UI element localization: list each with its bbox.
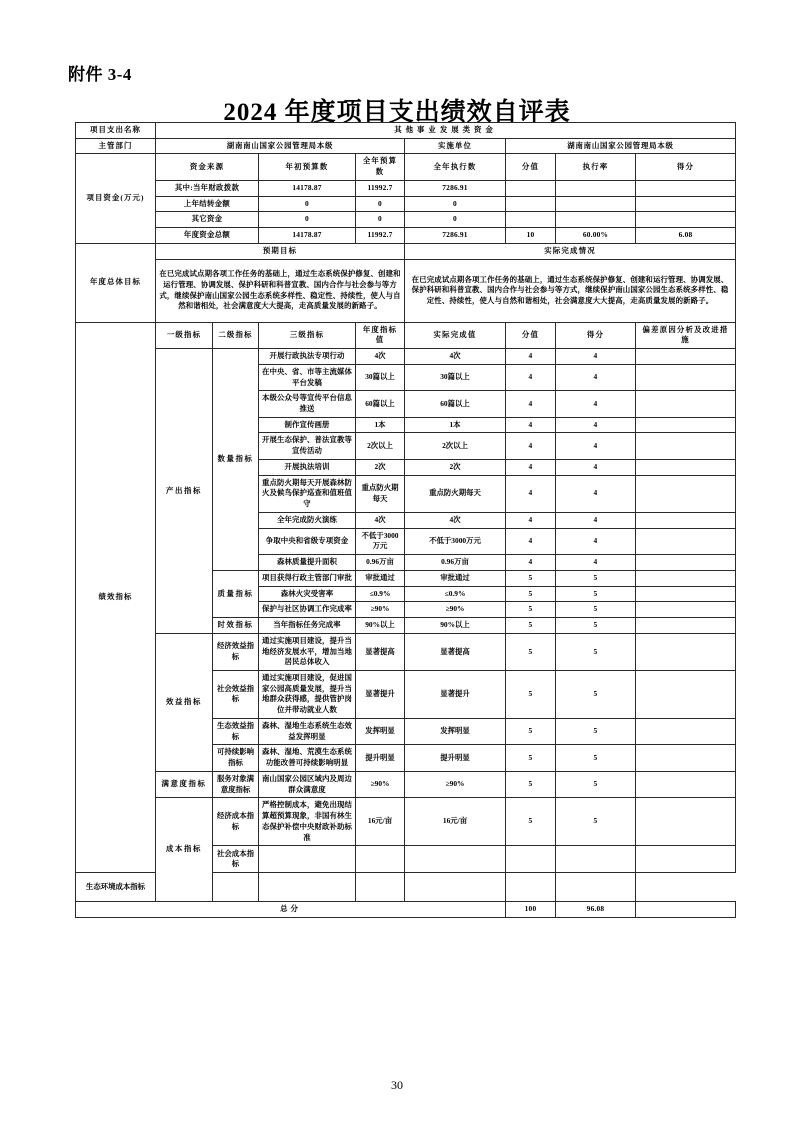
funds-score: 6.08 — [636, 228, 736, 244]
funds-score — [636, 212, 736, 228]
indicator-deviation — [636, 417, 736, 433]
indicator-score — [506, 873, 556, 902]
indicator-score: 4 — [556, 391, 636, 417]
indicator-target: 60篇以上 — [356, 391, 405, 417]
project-name-value: 其他事业发展类资金 — [156, 123, 736, 139]
page-number: 30 — [391, 1078, 403, 1092]
table-row-funds-0 — [76, 180, 736, 196]
funds-col-exec-rate: 执行率 — [556, 154, 636, 180]
indicator-value: 5 — [506, 602, 556, 618]
funds-score-value — [506, 196, 556, 212]
indicator-score: 4 — [556, 364, 636, 390]
indicator-value: 4 — [506, 391, 556, 417]
total-deviation — [636, 902, 736, 918]
indicator-value — [506, 846, 556, 873]
funds-col-begin-budget: 年初预算数 — [259, 154, 356, 180]
indicator-value: 5 — [506, 570, 556, 586]
indicator-score: 5 — [556, 771, 636, 797]
level1-output: 产出指标 — [156, 349, 213, 634]
indicator-score: 4 — [556, 475, 636, 512]
funds-year-budget: 0 — [356, 212, 405, 228]
annual-goal-label: 年度总体目标 — [76, 243, 156, 322]
indicator-value: 5 — [506, 633, 556, 670]
indicator-target: 提升明显 — [356, 745, 405, 771]
funds-begin-budget: 14178.87 — [259, 228, 356, 244]
indicator-name: 通过实施项目建设，促进国家公园高质量发展，提升当地群众获得感，提供管护岗位并带动就业人数 — [259, 670, 356, 718]
indicator-actual: 60篇以上 — [405, 391, 506, 417]
indicator-deviation — [636, 745, 736, 771]
indicator-score: 5 — [556, 798, 636, 846]
col-value: 分值 — [506, 322, 556, 348]
funds-begin-budget: 0 — [259, 196, 356, 212]
total-value: 100 — [506, 902, 556, 918]
indicator-name: 森林质量提升面积 — [259, 555, 356, 571]
project-name-label: 项目支出名称 — [76, 123, 156, 139]
table-row-goal-header — [76, 243, 736, 259]
indicator-name: 森林火灾受害率 — [259, 586, 356, 602]
total-label: 总分 — [76, 902, 506, 918]
level1-cost: 成本指标 — [156, 798, 213, 902]
funds-row-label: 项目资金(万元) — [76, 154, 156, 243]
indicators-section-label: 绩效指标 — [76, 322, 156, 873]
funds-year-budget: 11992.7 — [356, 228, 405, 244]
indicator-value: 4 — [506, 512, 556, 528]
funds-exec-rate — [556, 180, 636, 196]
indicator-actual: ≤0.9% — [405, 586, 506, 602]
indicator-score: 4 — [556, 459, 636, 475]
expected-goal-header: 预期目标 — [156, 243, 405, 259]
funds-score — [636, 196, 736, 212]
col-level1: 一级指标 — [156, 322, 213, 348]
unit-label: 实施单位 — [405, 138, 506, 154]
indicator-value: 5 — [506, 586, 556, 602]
level2-social-cost: 社会成本指标 — [213, 846, 259, 873]
indicator-target — [259, 873, 356, 902]
funds-score-value: 10 — [506, 228, 556, 244]
indicator-name: 森林、湿地、荒漠生态系统功能改善可持续影响明显 — [259, 745, 356, 771]
indicator-deviation — [636, 433, 736, 459]
funds-year-budget: 11992.7 — [356, 180, 405, 196]
performance-evaluation-table — [75, 122, 736, 918]
indicator-target: 审批通过 — [356, 570, 405, 586]
indicator-value: 4 — [506, 433, 556, 459]
funds-executed: 0 — [405, 212, 506, 228]
indicator-name: 通过实施项目建设，提升当地经济发展水平，增加当地居民总体收入 — [259, 633, 356, 670]
indicator-target: 90%以上 — [356, 618, 405, 634]
level2-ecological-benefit: 生态效益指标 — [213, 718, 259, 744]
indicator-score: 5 — [556, 633, 636, 670]
indicator-name: 在中央、省、市等主流媒体平台发稿 — [259, 364, 356, 390]
indicator-name: 项目获得行政主管部门审批 — [259, 570, 356, 586]
indicator-deviation — [636, 570, 736, 586]
table-row-project-name — [76, 123, 736, 139]
table-row-funds-2 — [76, 212, 736, 228]
indicator-actual: 显著提升 — [405, 670, 506, 718]
funds-executed: 7286.91 — [405, 228, 506, 244]
indicator-deviation — [636, 618, 736, 634]
unit-value: 湖南南山国家公园管理局本级 — [506, 138, 736, 154]
indicator-value — [405, 873, 506, 902]
table-row-satisfaction-0 — [76, 771, 736, 797]
indicator-value: 5 — [506, 745, 556, 771]
indicator-target: 1本 — [356, 417, 405, 433]
indicator-actual: ≥90% — [405, 602, 506, 618]
funds-col-executed: 全年执行数 — [405, 154, 506, 180]
indicator-name: 重点防火期每天开展森林防火及候鸟保护巡查和值班值守 — [259, 475, 356, 512]
indicator-actual: 发挥明显 — [405, 718, 506, 744]
funds-col-score: 得分 — [636, 154, 736, 180]
indicator-actual: 显著提高 — [405, 633, 506, 670]
indicator-score — [556, 846, 636, 873]
indicator-score: 5 — [556, 602, 636, 618]
indicator-value: 4 — [506, 528, 556, 554]
indicator-target: 显著提升 — [356, 670, 405, 718]
indicator-name: 严格控制成本，避免出现结算超预算现象，非国有林生态保护补偿中央财政补助标准 — [259, 798, 356, 846]
funds-exec-rate — [556, 196, 636, 212]
table-row-indicator-header — [76, 322, 736, 348]
level2-economic-cost: 经济成本指标 — [213, 798, 259, 846]
indicator-target: 2次 — [356, 459, 405, 475]
indicator-target: 重点防火期每天 — [356, 475, 405, 512]
indicator-target: ≥90% — [356, 602, 405, 618]
indicator-name: 开展生态保护、普法宣教等宣传活动 — [259, 433, 356, 459]
total-score: 96.08 — [556, 902, 636, 918]
col-target: 年度指标值 — [356, 322, 405, 348]
funds-begin-budget: 0 — [259, 212, 356, 228]
indicator-score: 5 — [556, 570, 636, 586]
indicator-deviation — [636, 586, 736, 602]
indicator-actual: ≥90% — [405, 771, 506, 797]
indicator-value: 5 — [506, 670, 556, 718]
funds-source: 上年结转金额 — [156, 196, 259, 212]
indicator-deviation — [636, 602, 736, 618]
col-level3: 三级指标 — [259, 322, 356, 348]
table-row-cost-0 — [76, 798, 736, 846]
indicator-value: 4 — [506, 475, 556, 512]
level2-sustainable-impact: 可持续影响指标 — [213, 745, 259, 771]
indicator-actual: 2次 — [405, 459, 506, 475]
funds-source: 其中:当年财政拨款 — [156, 180, 259, 196]
funds-executed: 7286.91 — [405, 180, 506, 196]
indicator-score: 4 — [556, 512, 636, 528]
page-title: 2024 年度项目支出绩效自评表 — [223, 99, 571, 126]
indicator-deviation — [636, 349, 736, 365]
indicator-target: 显著提高 — [356, 633, 405, 670]
col-actual: 实际完成值 — [405, 322, 506, 348]
indicator-target: 发挥明显 — [356, 718, 405, 744]
indicator-actual: 16元/亩 — [405, 798, 506, 846]
level2-service-satisfaction: 服务对象满意度指标 — [213, 771, 259, 797]
funds-score-value — [506, 180, 556, 196]
indicator-deviation — [636, 670, 736, 718]
indicator-actual: 4次 — [405, 512, 506, 528]
indicator-score: 4 — [556, 417, 636, 433]
indicator-target: ≤0.9% — [356, 586, 405, 602]
indicator-value: 4 — [506, 417, 556, 433]
indicator-target: ≥90% — [356, 771, 405, 797]
indicator-actual: 90%以上 — [405, 618, 506, 634]
indicator-deviation — [636, 512, 736, 528]
dept-value: 湖南南山国家公园管理局本级 — [156, 138, 405, 154]
table-row-funds-1 — [76, 196, 736, 212]
funds-executed: 0 — [405, 196, 506, 212]
level1-benefit: 效益指标 — [156, 633, 213, 771]
indicator-score: 4 — [556, 528, 636, 554]
table-row-funds-3 — [76, 228, 736, 244]
indicator-value: 5 — [506, 618, 556, 634]
indicator-deviation — [636, 391, 736, 417]
indicator-name: 开展执法培训 — [259, 459, 356, 475]
indicator-name: 保护与社区协调工作完成率 — [259, 602, 356, 618]
indicator-deviation — [636, 459, 736, 475]
actual-goal-text: 在已完成试点期各项工作任务的基础上，通过生态系统保护修复、创建和运行管理、协调发展、保护科研和科普宣教、国内合作与社会参与等方式，继续保护南山国家公园生态系统多样性、稳定性、持续性，使人与自然和谐相处，社会满意度大大提高，走高质量发展的新路子。 — [405, 259, 736, 322]
indicator-name: 争取中央和省级专项资金 — [259, 528, 356, 554]
expected-goal-text: 在已完成试点期各项工作任务的基础上，通过生态系统保护修复、创建和运行管理、协调发展、保护科研和科普宣教、国内合作与社会参与等方式，继续保护南山国家公园生态系统多样性、稳定性、持续性，使人与自然和谐相处，社会满意度大大提高，走高质量发展的新路子。 — [156, 259, 405, 322]
level2-social-benefit: 社会效益指标 — [213, 670, 259, 718]
indicator-value: 4 — [506, 459, 556, 475]
funds-source: 其它资金 — [156, 212, 259, 228]
indicator-actual: 4次 — [405, 349, 506, 365]
indicator-score: 5 — [556, 586, 636, 602]
indicator-value: 4 — [506, 349, 556, 365]
indicator-deviation — [636, 633, 736, 670]
indicator-name: 当年指标任务完成率 — [259, 618, 356, 634]
indicator-score: 5 — [556, 718, 636, 744]
indicator-actual: 不低于3000万元 — [405, 528, 506, 554]
indicator-actual: 2次以上 — [405, 433, 506, 459]
indicator-actual: 重点防火期每天 — [405, 475, 506, 512]
indicator-actual: 0.96万亩 — [405, 555, 506, 571]
funds-score-value — [506, 212, 556, 228]
indicator-name — [259, 846, 356, 873]
indicator-actual: 1本 — [405, 417, 506, 433]
level2-economic-benefit: 经济效益指标 — [213, 633, 259, 670]
indicator-value: 4 — [506, 555, 556, 571]
indicator-deviation — [636, 475, 736, 512]
table-row-goal-text — [76, 259, 736, 322]
funds-col-year-budget: 全年预算数 — [356, 154, 405, 180]
level2-timeliness: 时效指标 — [213, 618, 259, 634]
indicator-name: 全年完成防火演练 — [259, 512, 356, 528]
funds-begin-budget: 14178.87 — [259, 180, 356, 196]
indicator-score: 5 — [556, 670, 636, 718]
level2-eco-env-cost: 生态环境成本指标 — [76, 873, 156, 902]
col-score: 得分 — [556, 322, 636, 348]
indicator-target: 2次以上 — [356, 433, 405, 459]
dept-label: 主管部门 — [76, 138, 156, 154]
indicator-target: 30篇以上 — [356, 364, 405, 390]
indicator-value: 5 — [506, 798, 556, 846]
indicator-score: 5 — [556, 618, 636, 634]
indicator-target: 0.96万亩 — [356, 555, 405, 571]
indicator-deviation — [636, 798, 736, 846]
indicator-value: 5 — [506, 718, 556, 744]
level2-quality: 质量指标 — [213, 570, 259, 617]
indicator-target: 16元/亩 — [356, 798, 405, 846]
indicator-name: 开展行政执法专项行动 — [259, 349, 356, 365]
table-row-total — [76, 902, 736, 918]
funds-score — [636, 180, 736, 196]
indicator-value: 5 — [506, 771, 556, 797]
indicator-deviation — [556, 873, 636, 902]
table-row-benefit-0 — [76, 633, 736, 670]
indicator-deviation — [636, 555, 736, 571]
table-row-department — [76, 138, 736, 154]
indicator-deviation — [636, 364, 736, 390]
indicator-score: 4 — [556, 433, 636, 459]
funds-year-budget: 0 — [356, 196, 405, 212]
indicator-name: 南山国家公园区域内及周边群众满意度 — [259, 771, 356, 797]
indicator-actual: 30篇以上 — [405, 364, 506, 390]
indicator-actual: 提升明显 — [405, 745, 506, 771]
funds-exec-rate: 60.00% — [556, 228, 636, 244]
indicator-score: 4 — [556, 349, 636, 365]
funds-source: 年度资金总额 — [156, 228, 259, 244]
indicator-actual — [405, 846, 506, 873]
level1-satisfaction: 满意度指标 — [156, 771, 213, 797]
indicator-target: 不低于3000万元 — [356, 528, 405, 554]
indicator-name: 制作宣传画册 — [259, 417, 356, 433]
indicator-value: 4 — [506, 364, 556, 390]
indicator-actual: 审批通过 — [405, 570, 506, 586]
table-row-funds-header — [76, 154, 736, 180]
indicator-deviation — [636, 771, 736, 797]
indicator-name: 森林、湿地生态系统生态效益发挥明显 — [259, 718, 356, 744]
indicator-score: 5 — [556, 745, 636, 771]
indicator-target: 4次 — [356, 512, 405, 528]
funds-col-score-value: 分值 — [506, 154, 556, 180]
indicator-deviation — [636, 718, 736, 744]
table-row-quantity-0 — [76, 349, 736, 365]
indicator-deviation — [636, 528, 736, 554]
indicator-score: 4 — [556, 555, 636, 571]
funds-col-source: 资金来源 — [156, 154, 259, 180]
col-deviation: 偏差原因分析及改进措施 — [636, 322, 736, 348]
actual-goal-header: 实际完成情况 — [405, 243, 736, 259]
funds-exec-rate — [556, 212, 636, 228]
indicator-name: 本级公众号等宣传平台信息推送 — [259, 391, 356, 417]
indicator-name — [213, 873, 259, 902]
indicator-target — [356, 846, 405, 873]
col-level2: 二级指标 — [213, 322, 259, 348]
attachment-label: 附件 3-4 — [68, 65, 132, 84]
indicator-target: 4次 — [356, 349, 405, 365]
indicator-actual — [356, 873, 405, 902]
level2-quantity: 数量指标 — [213, 349, 259, 571]
indicator-deviation — [636, 846, 736, 873]
